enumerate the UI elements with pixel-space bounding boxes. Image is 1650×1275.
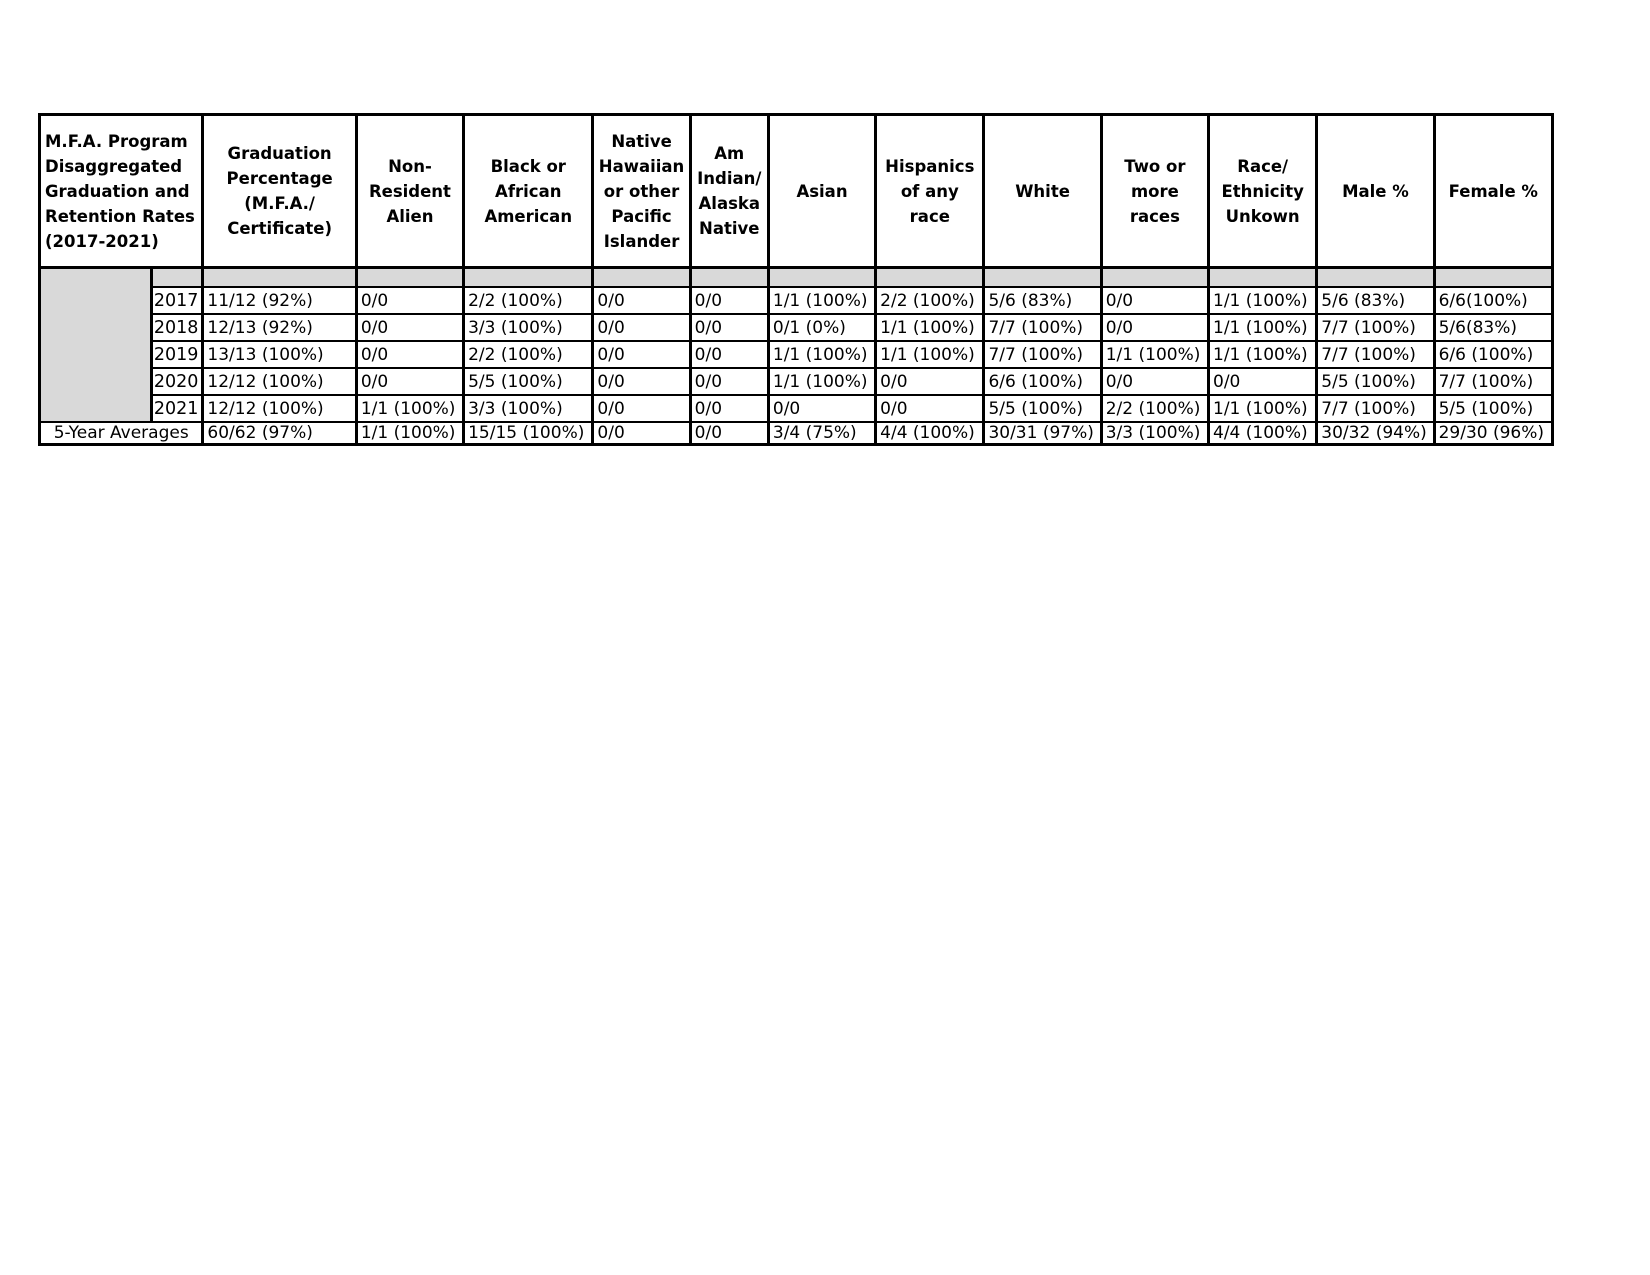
spacer-cell — [876, 268, 984, 288]
white-header — [984, 115, 1101, 268]
header-line: Resident — [368, 181, 451, 201]
spacer-cell — [593, 268, 690, 288]
header-line: Hawaiian — [598, 156, 685, 176]
table-cell: 15/15 (100%) — [464, 422, 593, 445]
header-line: Asian — [796, 181, 848, 201]
header-line: more — [1130, 181, 1179, 201]
table-row — [40, 395, 1553, 422]
table-cell: 7/7 (100%) — [1434, 368, 1552, 395]
table-cell: 1/1 (100%) — [1209, 287, 1317, 314]
table-cell: 0/0 — [1101, 314, 1208, 341]
table-row — [40, 287, 1553, 314]
table-cell: 1/1 (100%) — [876, 341, 984, 368]
table-row — [40, 341, 1553, 368]
spacer-cell — [356, 268, 463, 288]
non-resident-alien-header — [356, 115, 463, 268]
table-cell: 3/4 (75%) — [768, 422, 875, 445]
header-line: Two or — [1124, 156, 1186, 176]
table-cell: 0/0 — [593, 287, 690, 314]
table-cell: 0/0 — [876, 395, 984, 422]
table-cell: 12/12 (100%) — [203, 395, 356, 422]
table-cell: 7/7 (100%) — [1317, 395, 1434, 422]
table-cell: 0/1 (0%) — [768, 314, 875, 341]
spacer-cell — [464, 268, 593, 288]
program-title-line: (2017-2021) — [45, 231, 159, 251]
header-line: Black or — [490, 156, 566, 176]
table-cell: 1/1 (100%) — [356, 395, 463, 422]
spacer-cell — [203, 268, 356, 288]
header-line: Hispanics — [885, 156, 975, 176]
header-line: Alaska — [698, 194, 761, 213]
program-title-line: M.F.A. Program — [45, 131, 188, 151]
header-line: Pacific — [611, 206, 672, 226]
table-cell: 1/1 (100%) — [768, 341, 875, 368]
year-cell: 2018 — [152, 314, 203, 341]
header-line: American — [484, 206, 573, 226]
table-cell: 2/2 (100%) — [876, 287, 984, 314]
table-cell: 0/0 — [1101, 368, 1208, 395]
table-cell: 2/2 (100%) — [1101, 395, 1208, 422]
table-cell: 2/2 (100%) — [464, 341, 593, 368]
header-line: Male % — [1342, 181, 1409, 201]
spacer-cell — [690, 268, 768, 288]
program-title-line: Retention Rates — [45, 206, 195, 226]
table-cell: 0/0 — [593, 314, 690, 341]
spacer-cell — [1101, 268, 1208, 288]
header-line: race — [909, 206, 950, 226]
header-line: (M.F.A./ — [244, 194, 315, 213]
spacer-cell — [1434, 268, 1552, 288]
am-indian-alaska-native-header — [690, 115, 768, 268]
header-line: of any — [900, 181, 959, 201]
table-cell: 1/1 (100%) — [1209, 341, 1317, 368]
table-cell: 0/0 — [876, 368, 984, 395]
table-cell: 1/1 (100%) — [876, 314, 984, 341]
header-line: Unkown — [1225, 206, 1300, 226]
header-line: Certificate) — [227, 219, 332, 238]
table-cell: 2/2 (100%) — [464, 287, 593, 314]
black-african-american-header — [464, 115, 593, 268]
table-cell: 5/5 (100%) — [464, 368, 593, 395]
table-cell: 0/0 — [1101, 287, 1208, 314]
table-cell: 12/13 (92%) — [203, 314, 356, 341]
header-line: Graduation — [227, 144, 332, 163]
header-line: Native — [611, 131, 672, 151]
table-row — [40, 314, 1553, 341]
table-cell: 29/30 (96%) — [1438, 423, 1545, 443]
table-cell: 7/7 (100%) — [1317, 314, 1434, 341]
table-cell: 1/1 (100%) — [768, 287, 875, 314]
native-hawaiian-header — [593, 115, 690, 268]
table-cell: 0/0 — [690, 287, 768, 314]
table-cell: 5/5 (100%) — [984, 395, 1101, 422]
table-cell: 5/6(83%) — [1434, 314, 1552, 341]
table-cell: 3/3 (100%) — [1101, 422, 1208, 445]
spacer-cell — [1209, 268, 1317, 288]
averages-row — [40, 422, 1553, 445]
table-cell: 3/3 (100%) — [464, 395, 593, 422]
spacer-cell — [152, 268, 203, 288]
year-cell: 2017 — [152, 287, 203, 314]
table-cell: 11/12 (92%) — [203, 287, 356, 314]
table-cell: 0/0 — [1209, 368, 1317, 395]
header-line: Percentage — [226, 169, 333, 188]
header-line: Native — [699, 219, 760, 238]
averages-label: 5-Year Averages — [40, 422, 203, 445]
table-cell: 0/0 — [690, 422, 768, 445]
header-line: races — [1129, 206, 1180, 226]
table-cell: 4/4 (100%) — [1209, 422, 1317, 445]
table-cell: 4/4 (100%) — [876, 422, 984, 445]
two-or-more-races-header — [1101, 115, 1208, 268]
header-line: White — [1015, 181, 1070, 201]
header-line: Non- — [388, 156, 432, 176]
table-cell: 30/32 (94%) — [1317, 422, 1434, 445]
header-line: Islander — [603, 231, 680, 251]
table-cell: 0/0 — [593, 368, 690, 395]
table-cell: 7/7 (100%) — [984, 314, 1101, 341]
table-cell: 0/0 — [356, 341, 463, 368]
table-cell: 6/6 (100%) — [1434, 341, 1552, 368]
female-percent-header — [1434, 115, 1552, 268]
table-cell: 30/31 (97%) — [984, 422, 1101, 445]
table-cell: 6/6(100%) — [1434, 287, 1552, 314]
program-title-header — [40, 115, 203, 268]
spacer-cell — [984, 268, 1101, 288]
spacer-cell — [1317, 268, 1434, 288]
table-cell: 7/7 (100%) — [1317, 341, 1434, 368]
year-cell: 2021 — [152, 395, 203, 422]
table-cell: 0/0 — [356, 287, 463, 314]
header-line: Female % — [1448, 181, 1538, 201]
table-cell: 0/0 — [768, 395, 875, 422]
table-cell: 5/5 (100%) — [1434, 395, 1552, 422]
shaded-label-block — [40, 268, 152, 423]
table-cell: 5/5 (100%) — [1317, 368, 1434, 395]
header-line: African — [495, 181, 562, 201]
table-cell: 0/0 — [690, 314, 768, 341]
graduation-percentage-header — [203, 115, 356, 268]
spacer-cell — [768, 268, 875, 288]
table-cell: 1/1 (100%) — [1209, 395, 1317, 422]
table-cell: 1/1 (100%) — [1101, 341, 1208, 368]
table-cell: 0/0 — [356, 314, 463, 341]
table-cell: 1/1 (100%) — [768, 368, 875, 395]
table-cell: 0/0 — [690, 395, 768, 422]
header-line: Indian/ — [697, 169, 762, 188]
table-cell: 5/6 (83%) — [1317, 287, 1434, 314]
header-line: Ethnicity — [1221, 181, 1304, 201]
table-cell: 0/0 — [593, 422, 690, 445]
year-cell: 2019 — [152, 341, 203, 368]
header-line: Race/ — [1237, 156, 1289, 176]
table-cell: 60/62 (97%) — [203, 422, 356, 445]
table-cell: 1/1 (100%) — [1209, 314, 1317, 341]
table-cell: 6/6 (100%) — [984, 368, 1101, 395]
table-cell: 3/3 (100%) — [464, 314, 593, 341]
table-cell: 0/0 — [690, 341, 768, 368]
table-cell: 7/7 (100%) — [984, 341, 1101, 368]
graduation-retention-table — [38, 113, 1554, 446]
table-cell: 0/0 — [690, 368, 768, 395]
program-title-line: Disaggregated — [45, 156, 183, 176]
table-cell: 1/1 (100%) — [356, 422, 463, 445]
asian-header — [768, 115, 875, 268]
table-cell: 5/6 (83%) — [984, 287, 1101, 314]
header-line: or other — [603, 181, 680, 201]
table-cell: 0/0 — [593, 341, 690, 368]
program-title-line: Graduation and — [45, 181, 190, 201]
male-percent-header — [1317, 115, 1434, 268]
header-line: Am — [714, 144, 745, 163]
table-cell: 12/12 (100%) — [203, 368, 356, 395]
header-line: Alien — [386, 206, 434, 226]
header-row — [40, 115, 1553, 268]
table-cell: 0/0 — [593, 395, 690, 422]
shaded-spacer-row — [40, 268, 1553, 288]
table-cell: 0/0 — [356, 368, 463, 395]
hispanics-header — [876, 115, 984, 268]
year-cell: 2020 — [152, 368, 203, 395]
table-cell: 13/13 (100%) — [203, 341, 356, 368]
table-row — [40, 368, 1553, 395]
ethnicity-unknown-header — [1209, 115, 1317, 268]
